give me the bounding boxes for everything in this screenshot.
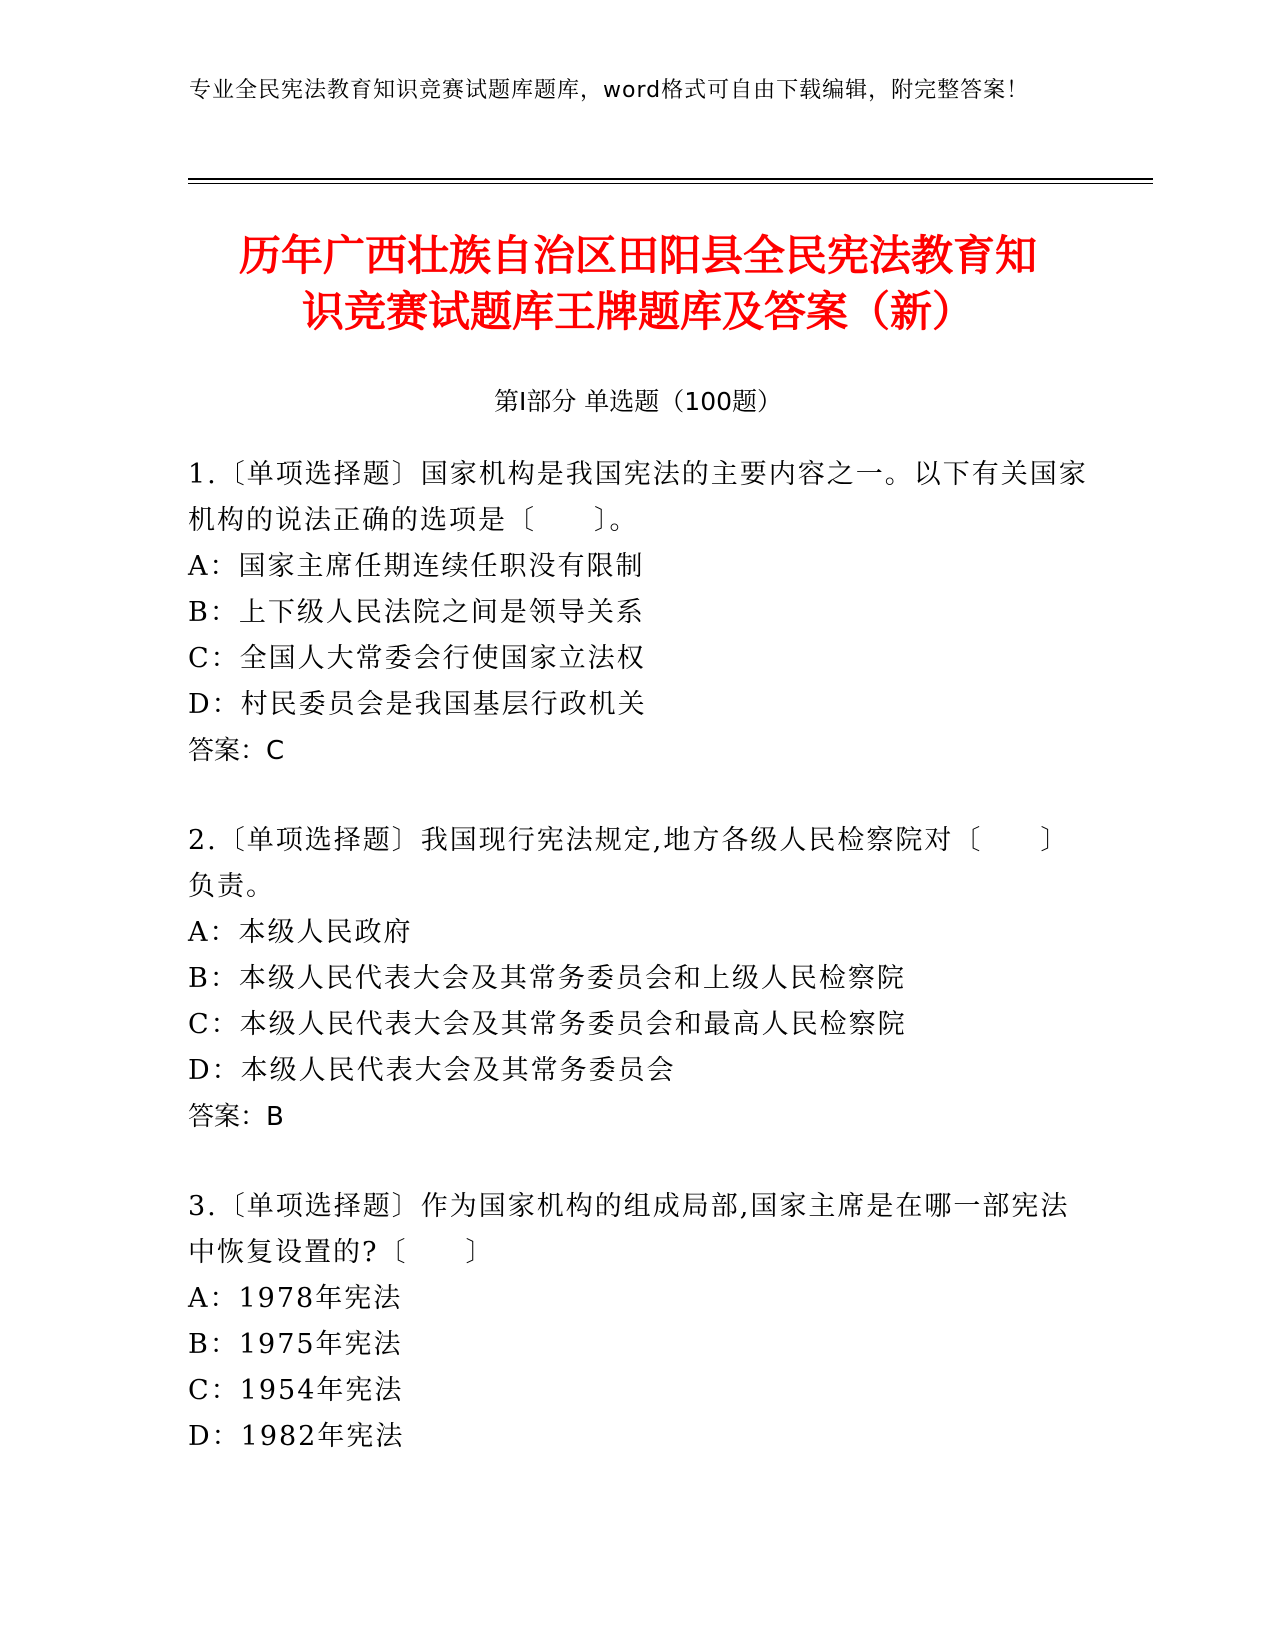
- answer-label: 答案：B: [188, 1102, 284, 1132]
- option-d: D：1982年宪法: [188, 1421, 405, 1452]
- option-b: B：本级人民代表大会及其常务委员会和上级人民检察院: [188, 963, 906, 994]
- option-b: B：上下级人民法院之间是领导关系: [188, 597, 645, 628]
- document-title: [188, 228, 1088, 340]
- header-divider-thin: [188, 183, 1153, 184]
- option-d: D：村民委员会是我国基层行政机关: [188, 689, 647, 720]
- header-divider-thick: [188, 178, 1153, 180]
- option-c: C：1954年宪法: [188, 1375, 404, 1406]
- section-title: 第Ⅰ部分 单选题（100题）: [493, 387, 783, 416]
- header-note: 专业全民宪法教育知识竞赛试题库题库，word格式可自由下载编辑，附完整答案！: [189, 78, 1030, 103]
- question-stem: 2.〔单项选择题〕我国现行宪法规定,地方各级人民检察院对〔 〕负责。: [188, 825, 1070, 902]
- question-stem: 1.〔单项选择题〕国家机构是我国宪法的主要内容之一。以下有关国家机构的说法正确的选项是〔 〕。: [188, 459, 1088, 536]
- document-title-line-1: 历年广西壮族自治区田阳县全民宪法教育知: [238, 231, 1037, 280]
- question-3: [188, 1184, 1088, 1460]
- option-d: D：本级人民代表大会及其常务委员会: [188, 1055, 676, 1086]
- option-a: A：1978年宪法: [188, 1283, 403, 1314]
- option-a: A：本级人民政府: [188, 917, 413, 948]
- answer-label: 答案：C: [188, 736, 285, 766]
- option-a: A：国家主席任期连续任职没有限制: [188, 551, 645, 582]
- question-2: [188, 818, 1088, 1140]
- option-b: B：1975年宪法: [188, 1329, 403, 1360]
- option-c: C：本级人民代表大会及其常务委员会和最高人民检察院: [188, 1009, 907, 1040]
- document-title-line-2: 识竞赛试题库王牌题库及答案（新）: [301, 287, 974, 336]
- question-1: [188, 452, 1088, 774]
- option-c: C：全国人大常委会行使国家立法权: [188, 643, 646, 674]
- question-stem: 3.〔单项选择题〕作为国家机构的组成局部,国家主席是在哪一部宪法中恢复设置的?〔 〕: [188, 1191, 1070, 1268]
